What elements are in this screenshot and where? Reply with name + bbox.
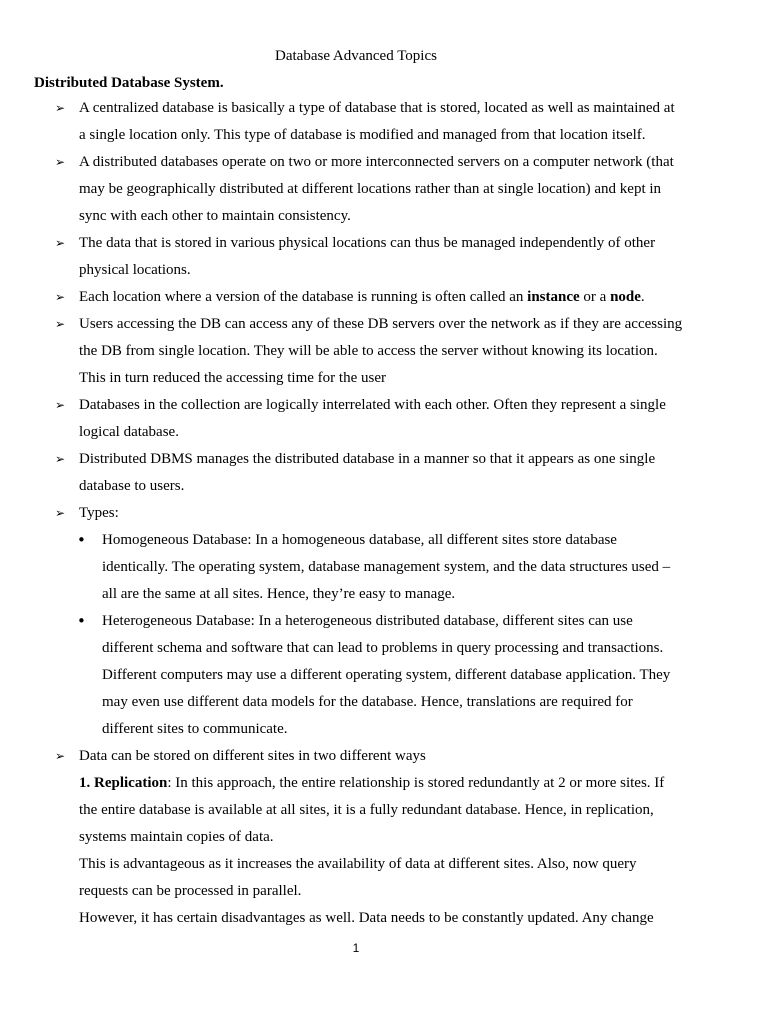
- arrow-bullet-icon: ➢: [55, 749, 66, 763]
- replication-label: 1. Replication: [79, 775, 168, 791]
- arrow-bullet-icon: ➢: [55, 290, 66, 304]
- replication-advantage: This is advantageous as it increases the availability of data at different sites. Also, now query requests can be processed in parallel.: [79, 856, 637, 899]
- arrow-bullet-icon: ➢: [55, 506, 66, 520]
- arrow-bullet-icon: ➢: [55, 101, 66, 115]
- type-item-heterogeneous: • Heterogeneous Database: In a heterogeneous distributed database, different sites can use different schema and software that can lead to problems in query processing and transactions. Different computers may use a different operating system, different database application. They may even use different data models for the database. Hence, translations are required for different sites to communicate.: [79, 608, 684, 743]
- list-item: ➢ The data that is stored in various physical locations can thus be managed independently of other physical locations.: [34, 230, 684, 284]
- document-body: [34, 95, 684, 932]
- list-item: ➢ Users accessing the DB can access any of these DB servers over the network as if they are accessing the DB from single location. They will be able to access the server without knowing its location. This in turn reduced the accessing time for the user: [34, 311, 684, 392]
- list-item: ➢ A distributed databases operate on two or more interconnected servers on a computer network (that may be geographically distributed at different locations rather than at single location) and kept in sync with each other to maintain consistency.: [34, 149, 684, 230]
- list-item: ➢ Each location where a version of the database is running is often called an instance or a node.: [34, 284, 684, 311]
- document-title: Database Advanced Topics: [275, 48, 437, 64]
- replication-paragraph: 1. Replication: In this approach, the entire relationship is stored redundantly at 2 or more sites. If the entire database is available at all sites, it is a fully redundant database. Hence, in replication, systems maintain copies of data.: [79, 775, 665, 845]
- term-node: node: [610, 289, 641, 305]
- type-item-homogeneous: • Homogeneous Database: In a homogeneous database, all different sites store database identically. The operating system, database management system, and the data structures used – all are the same at all sites. Hence, they’re easy to manage.: [79, 527, 684, 608]
- list-item: ➢ Data can be stored on different sites in two different ways: [34, 743, 684, 770]
- list-item: ➢ Databases in the collection are logically interrelated with each other. Often they represent a single logical database.: [34, 392, 684, 446]
- section-heading: Distributed Database System.: [34, 75, 224, 91]
- arrow-bullet-icon: ➢: [55, 236, 66, 250]
- arrow-bullet-list: [34, 95, 684, 770]
- arrow-bullet-icon: ➢: [55, 398, 66, 412]
- dot-bullet-icon: •: [77, 531, 86, 549]
- types-list: [79, 527, 684, 743]
- list-item: ➢ A centralized database is basically a type of database that is stored, located as well as maintained at a single location only. This type of database is modified and managed from that location itself.: [34, 95, 684, 149]
- list-item: ➢ Distributed DBMS manages the distributed database in a manner so that it appears as one single database to users.: [34, 446, 684, 500]
- term-instance: instance: [527, 289, 580, 305]
- arrow-bullet-icon: ➢: [55, 155, 66, 169]
- page-number: 1: [352, 941, 360, 955]
- list-item: ➢ Types: • Homogeneous Database: In a homogeneous database, all different sites store database identically. The operating system, database management system, and the data structures used – all are the same at all sites. Hence, they’re easy to manage. • Heterogeneous Database: In a heterogeneous distributed database, different sites can use different schema and software that can lead to problems in query processing and transactions. Different computers may use a different operating system, different database application. They may even use different data models for the database. Hence, translations are required for different sites to communicate.: [34, 500, 684, 743]
- replication-disadvantage: However, it has certain disadvantages as well. Data needs to be constantly updated. Any change: [79, 910, 654, 926]
- arrow-bullet-icon: ➢: [55, 452, 66, 466]
- arrow-bullet-icon: ➢: [55, 317, 66, 331]
- dot-bullet-icon: •: [77, 612, 86, 630]
